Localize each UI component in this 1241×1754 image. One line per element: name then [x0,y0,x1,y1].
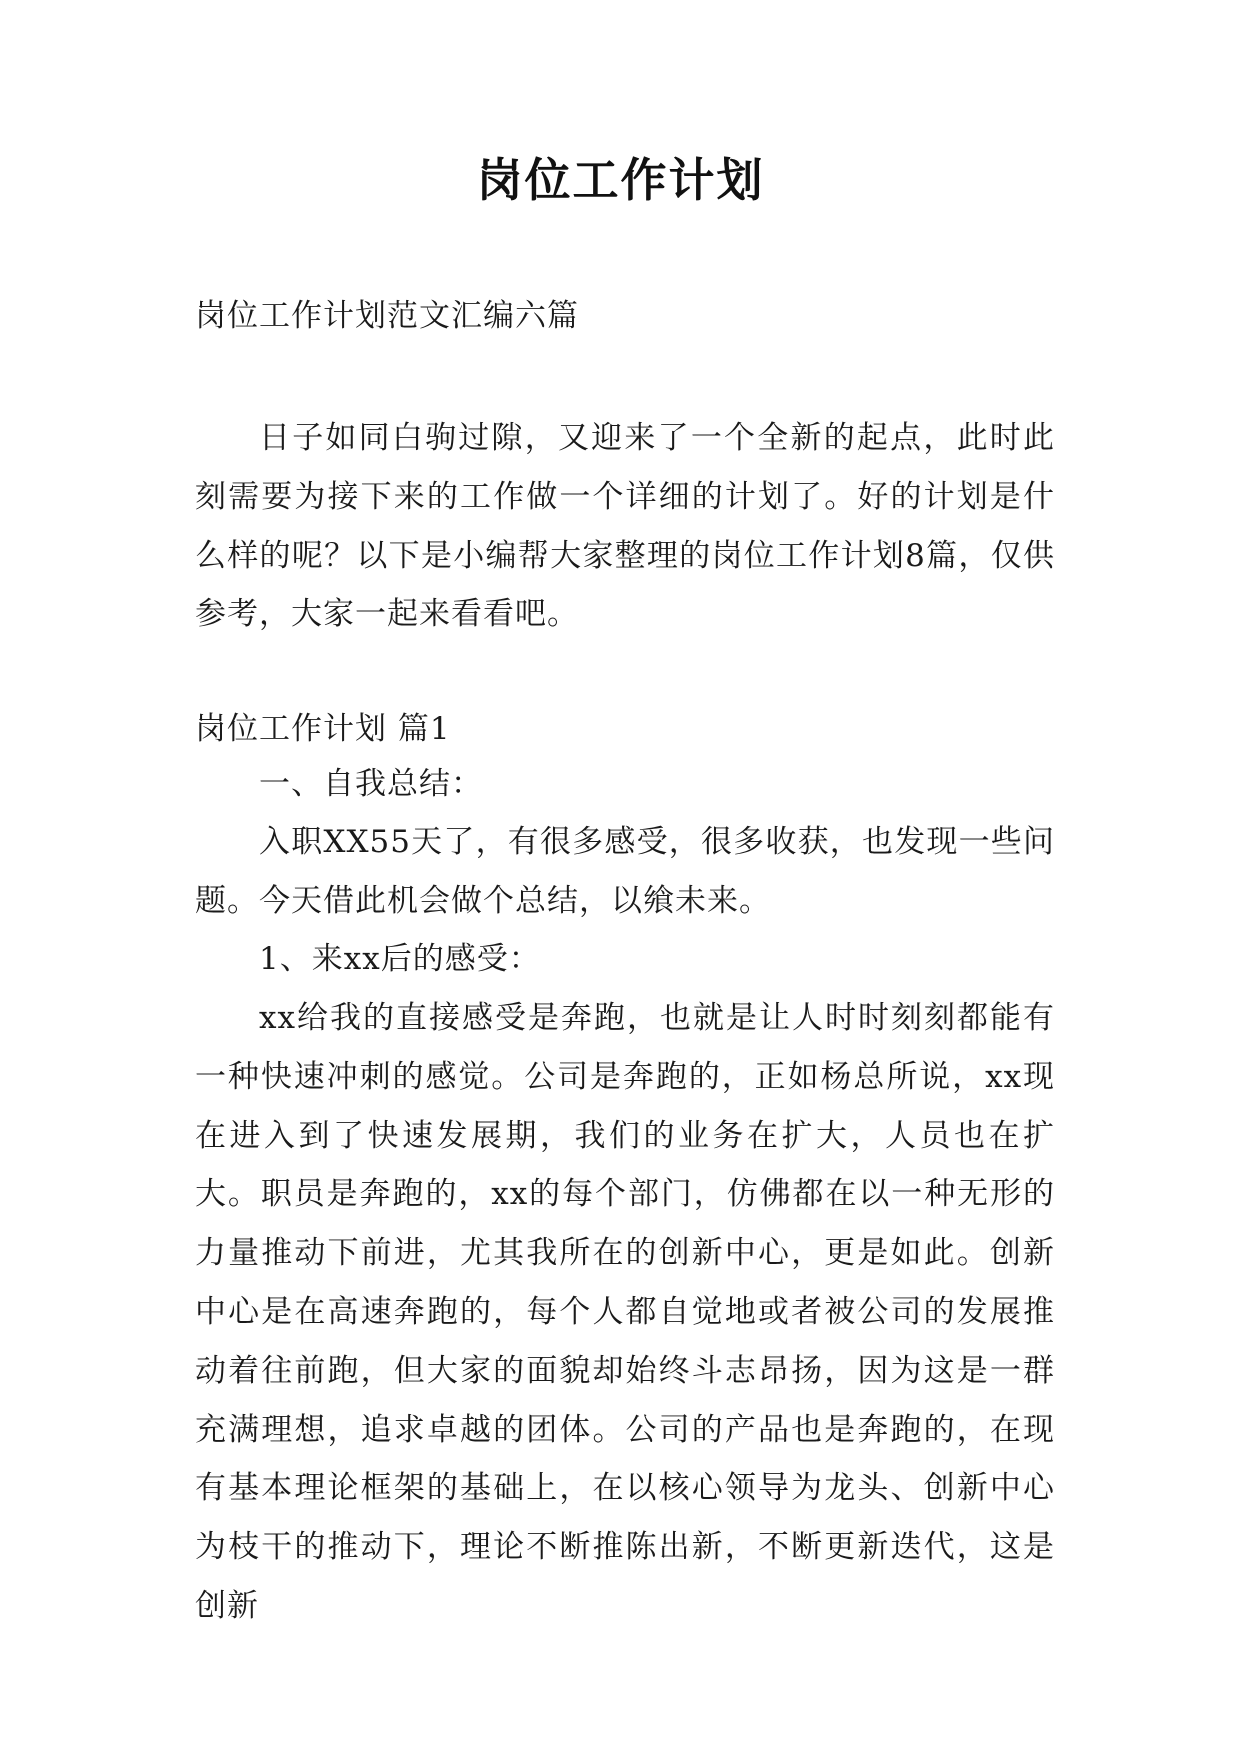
document-subtitle: 岗位工作计划范文汇编六篇 [195,298,579,334]
body-paragraph: 入职XX55天了，有很多感受，很多收获，也发现一些问题。今天借此机会做个总结，以飨未来。 [195,824,1055,919]
intro-paragraph: 日子如同白驹过隙，又迎来了一个全新的起点，此时此刻需要为接下来的工作做一个详细的计划了。好的计划是什么样的呢？以下是小编帮大家整理的岗位工作计划8篇，仅供参考，大家一起来看看吧。 [195,420,1055,633]
section-heading: 一、自我总结： [259,766,483,802]
body-paragraph: xx给我的直接感受是奔跑，也就是让人时时刻刻都能有一种快速冲刺的感觉。公司是奔跑的，正如杨总所说，xx现在进入到了快速发展期，我们的业务在扩大，人员也在扩大。职员是奔跑的，xx的每个部门，仿佛都在以一种无形的力量推动下前进，尤其我所在的创新中心，更是如此。创新中心是在高速奔跑的，每个人都自觉地或者被公司的发展推动着往前跑，但大家的面貌却始终斗志昂扬，因为这是一群充满理想，追求卓越的团体。公司的产品也是奔跑的，在现有基本理论框架的基础上，在以核心领导为龙头、创新中心为枝干的推动下，理论不断推陈出新，不断更新迭代，这是创新 [195,1000,1055,1624]
document-title: 岗位工作计划 [476,153,765,207]
article-heading: 岗位工作计划 篇1 [195,711,451,747]
subsection-heading: 1、来xx后的感受： [259,941,541,977]
